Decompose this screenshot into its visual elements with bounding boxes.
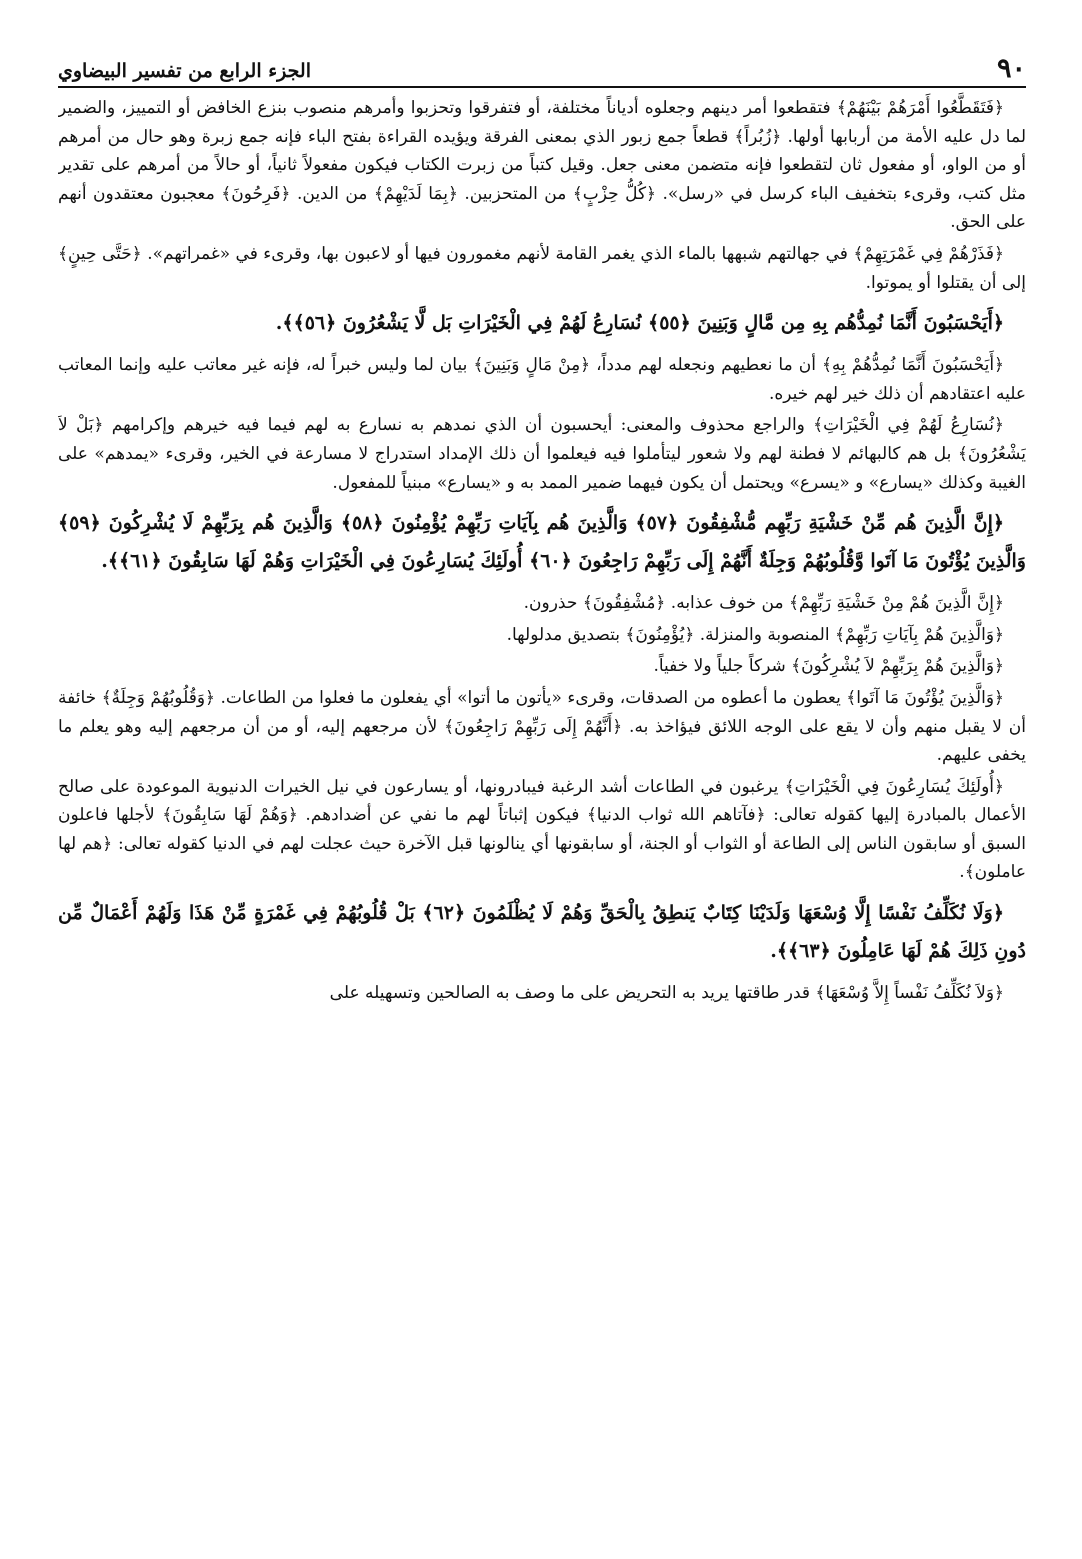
quran-verse-block: ﴿إِنَّ الَّذِينَ هُم مِّنْ خَشْيَةِ رَبِّهِم مُّشْفِقُونَ ﴿٥٧﴾ وَالَّذِينَ هُم بِآيَاتِ رَبِّهِمْ يُؤْمِنُونَ ﴿٥٨﴾ وَالَّذِينَ هُم بِرَبِّهِمْ لَا يُشْرِكُونَ ﴿٥٩﴾ وَالَّذِينَ يُؤْتُونَ مَا آتَوا وَّقُلُوبُهُمْ وَجِلَةٌ أَنَّهُمْ إِلَى رَبِّهِمْ رَاجِعُونَ ﴿٦٠﴾ أُولَئِكَ يُسَارِعُونَ فِي الْخَيْرَاتِ وَهُمْ لَهَا سَابِقُونَ ﴿٦١﴾﴾. [58, 512, 1026, 573]
header-title: الجزء الرابع من تفسير البيضاوي [58, 60, 311, 82]
commentary-paragraph: ﴿وَالَّذِينَ هُمْ بِرَبِّهِمْ لاَ يُشْرِكُونَ﴾ شركاً جلياً ولا خفياً. [653, 656, 1004, 677]
commentary-paragraph: ﴿إِنَّ الَّذِينَ هُمْ مِنْ خَشْيَةِ رَبِّهِمْ﴾ من خوف عذابه. ﴿مُشْفِقُونَ﴾ حذرون. [523, 593, 1004, 614]
commentary-paragraph: ﴿أُولَئِكَ يُسَارِعُونَ فِي الْخَيْرَاتِ﴾ يرغبون في الطاعات أشد الرغبة فيبادرونها، أو يسارعون في نيل الخيرات الدنيوية الموعودة على صالح الأعمال بالمبادرة إليها كقوله تعالى: ﴿فآتاهم الله ثواب الدنيا﴾ فيكون إثباتاً لهم ما نفي عن أضدادهم. ﴿وَهُمْ لَهَا سَابِقُونَ﴾ لأجلها فاعلون السبق أو سابقون الناس إلى الطاعة أو الثواب أو الجنة، أو سابقونها أي ينالونها قبل الآخرة حيث عجلت لهم في الدنيا كقوله تعالى: ﴿هم لها عاملون﴾. [58, 776, 1026, 883]
quran-verse-block: ﴿أَيَحْسَبُونَ أَنَّمَا نُمِدُّهُم بِهِ مِن مَّالٍ وَبَنِينَ ﴿٥٥﴾ نُسَارِعُ لَهُمْ فِي الْخَيْرَاتِ بَل لَّا يَشْعُرُونَ ﴿٥٦﴾﴾. [275, 312, 1004, 335]
running-header [58, 48, 1026, 88]
commentary-paragraph: ﴿فَتَقَطَّعُوا أَمْرَهُمْ بَيْنَهُمْ﴾ فتقطعوا أمر دينهم وجعلوه أدياناً مختلفة، أو فتفرقوا وتحزبوا وأمرهم منصوب بنزع الخافض أو التمييز، والضمير لما دل عليه الأمة من أربابها أولها. ﴿زُبُراً﴾ قطعاً جمع زبور الذي بمعنى الفرقة ويؤيده القراءة بفتح الباء فإنه جمع زبرة وهو حال من أمرهم أو من الواو، أو مفعول ثان لتقطعوا فإنه متضمن معنى جعل. وقيل كتباً من زبرت الكتاب فيكون مفعولاً ثانياً، أو حالاً من أمرهم على تقدير مثل كتب، وقرىء بتخفيف الباء كرسل في «رسل». ﴿كُلُّ حِزْبٍ﴾ من المتحزبين. ﴿بِمَا لَدَيْهِمْ﴾ من الدين. ﴿فَرِحُونَ﴾ معجبون معتقدون أنهم على الحق. [58, 98, 1026, 233]
commentary-paragraph: ﴿نُسَارِعُ لَهُمْ فِي الْخَيْرَاتِ﴾ والراجع محذوف والمعنى: أيحسبون أن الذي نمدهم به نسارع به لهم فيما فيه خيرهم وإكرامهم ﴿بَلْ لاَ يَشْعُرُونَ﴾ بل هم كالبهائم لا فطنة لهم ولا شعور ليتأملوا فيه فيعلموا أن ذلك الإمداد استدراج لا مسارعة في الخير، وقرىء «يمدهم» على الغيبة وكذلك «يسارع» و «يسرع» ويحتمل أن يكون فيهما ضمير الممد به و «يسارع» مبنياً للمفعول. [58, 415, 1026, 493]
page-content [58, 88, 1026, 1008]
quran-verse-block: ﴿وَلَا نُكَلِّفُ نَفْسًا إِلَّا وُسْعَهَا وَلَدَيْنَا كِتَابٌ يَنطِقُ بِالْحَقِّ وَهُمْ لَا يُظْلَمُونَ ﴿٦٢﴾ بَلْ قُلُوبُهُمْ فِي غَمْرَةٍ مِّنْ هَذَا وَلَهُمْ أَعْمَالٌ مِّن دُونِ ذَلِكَ هُمْ لَهَا عَامِلُونَ ﴿٦٣﴾﴾. [58, 902, 1026, 963]
page-number: ٩٠ [996, 53, 1026, 84]
commentary-paragraph: ﴿أَيَحْسَبُونَ أَنَّمَا نُمِدُّهُمْ بِهِ﴾ أن ما نعطيهم ونجعله لهم مدداً، ﴿مِنْ مَالٍ وَبَنِينَ﴾ بيان لما وليس خبراً له، فإنه غير معاتب عليه وإنما المعاتب عليه اعتقادهم أن ذلك خير لهم خيره. [58, 355, 1026, 404]
commentary-paragraph: ﴿وَالَّذِينَ يُؤْتُونَ مَا آتَوا﴾ يعطون ما أعطوه من الصدقات، وقرىء «يأتون ما أتوا» أي يفعلون ما فعلوا من الطاعات. ﴿وَقُلُوبُهُمْ وَجِلَةٌ﴾ خائفة أن لا يقبل منهم وأن لا يقع على الوجه اللائق فيؤاخذ به. ﴿أَنَّهُمْ إِلَى رَبِّهِمْ رَاجِعُونَ﴾ لأن مرجعهم إليه، أو من أن مرجعهم إليه وهو يعلم ما يخفى عليهم. [58, 687, 1026, 766]
commentary-paragraph: ﴿فَذَرْهُمْ فِي غَمْرَتِهِمْ﴾ في جهالتهم شبهها بالماء الذي يغمر القامة لأنهم مغمورون فيها أو لاعبون بها، وقرىء في «غمراتهم». ﴿حَتَّى حِينٍ﴾ إلى أن يقتلوا أو يموتوا. [58, 243, 1026, 293]
commentary-paragraph: ﴿وَلاَ نُكَلِّفُ نَفْساً إِلاَّ وُسْعَهَا﴾ قدر طاقتها يريد به التحريض على ما وصف به الصالحين وتسهيله على [329, 983, 1004, 1004]
commentary-paragraph: ﴿وَالَّذِينَ هُمْ بِآيَاتِ رَبِّهِمْ﴾ المنصوبة والمنزلة. ﴿يُؤْمِنُونَ﴾ بتصديق مدلولها. [506, 624, 1004, 645]
page [58, 48, 1026, 1538]
